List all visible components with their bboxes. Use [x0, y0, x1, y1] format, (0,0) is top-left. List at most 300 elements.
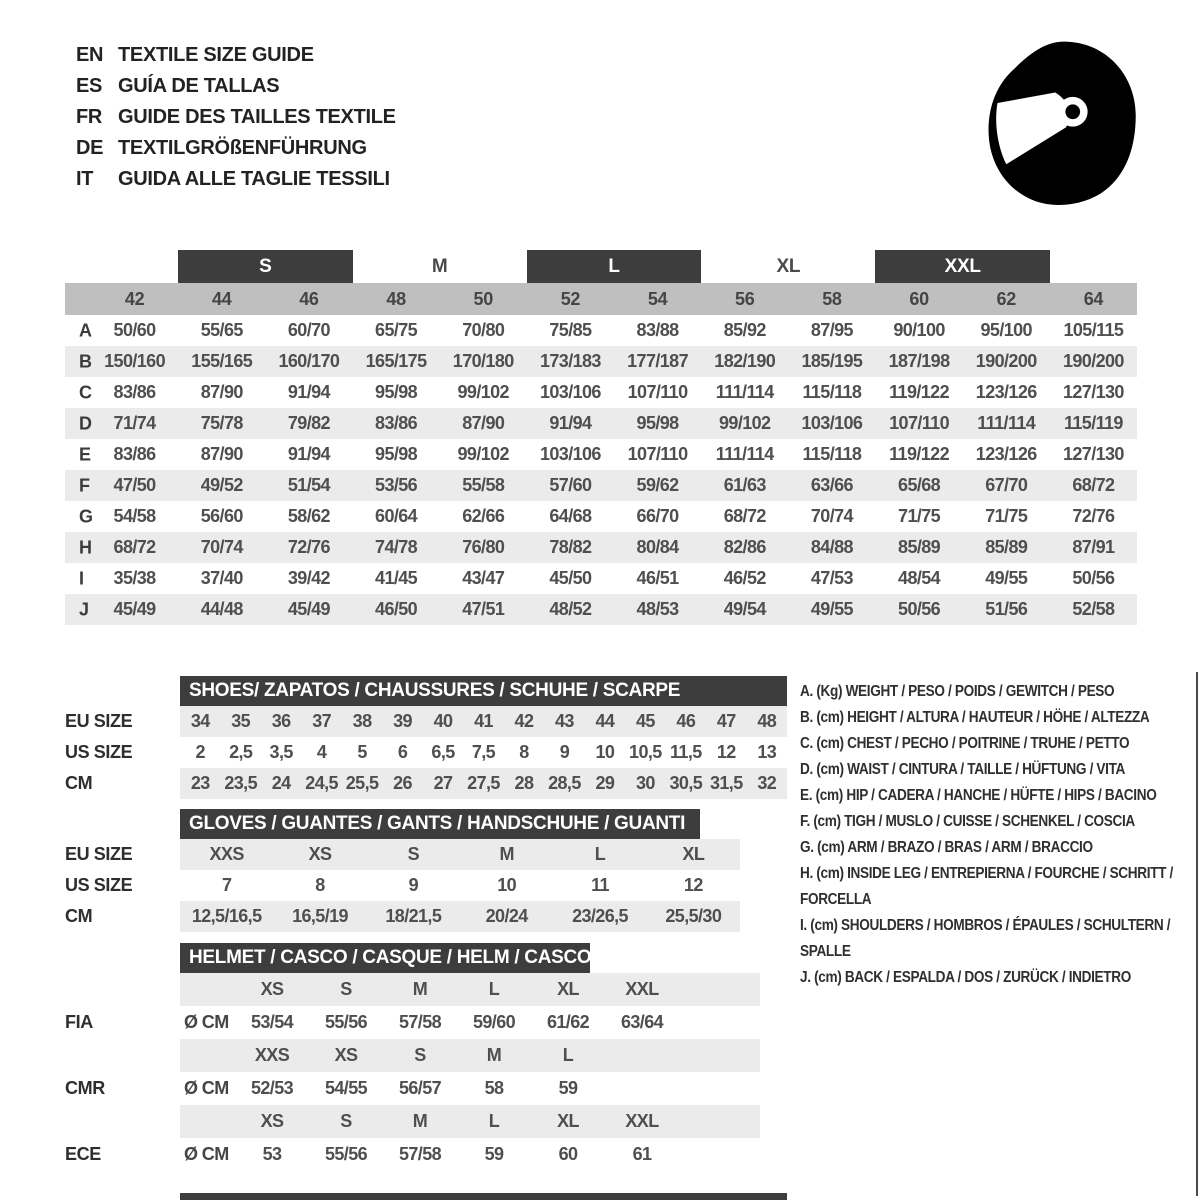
value-cell: 61 — [632, 1144, 652, 1164]
value-cell: 31,5 — [709, 773, 743, 793]
size-cell: 105/115 — [1063, 320, 1124, 340]
value-cell: 26 — [393, 773, 412, 793]
row-letter: I — [79, 568, 85, 588]
value-cell: 23/26,5 — [572, 906, 628, 926]
column-header-row — [65, 283, 1137, 315]
row-label: US SIZE — [65, 875, 133, 895]
row-values — [180, 768, 787, 799]
legend-entry: J. (cm) BACK / ESPALDA / DOS / ZURÜCK / INDIETRO — [800, 969, 1131, 986]
size-cell: S — [340, 979, 352, 999]
helmet-value-row — [65, 1006, 787, 1039]
value-cell: 9 — [559, 742, 570, 762]
standard-label: ECE — [65, 1144, 101, 1164]
value-cell: 37 — [312, 711, 332, 731]
language-row — [76, 40, 396, 71]
value-cell: 6,5 — [431, 742, 455, 762]
size-group-l: L — [527, 250, 701, 283]
row-label: US SIZE — [65, 742, 133, 762]
column-header: 64 — [1083, 288, 1104, 309]
size-cell: 50/56 — [1072, 568, 1115, 588]
row-letter: H — [79, 537, 92, 557]
value-cell: S — [407, 844, 420, 864]
size-cell: 53/56 — [375, 475, 418, 495]
size-row — [65, 439, 1137, 470]
size-cell: 52/58 — [1072, 599, 1115, 619]
size-cell: 66/70 — [636, 506, 679, 526]
table-row — [65, 737, 787, 768]
size-cell: L — [488, 1111, 500, 1131]
size-cell: 87/90 — [462, 413, 505, 433]
value-cell: 10 — [497, 875, 517, 895]
helmet-values — [180, 1072, 760, 1105]
size-cell: 61/63 — [723, 475, 766, 495]
size-cell: 71/75 — [985, 506, 1028, 526]
gloves-header: GLOVES / GUANTES / GANTS / HANDSCHUHE / GUANTI — [180, 809, 700, 839]
value-cell: 28,5 — [548, 773, 581, 793]
legend-entry: C. (cm) CHEST / PECHO / POITRINE / TRUHE / PETTO — [800, 735, 1130, 752]
size-cell: 74/78 — [375, 537, 418, 557]
gloves-table-body — [65, 839, 787, 932]
value-cell: 44 — [595, 711, 615, 731]
value-cell: 2 — [195, 742, 205, 762]
value-cell: 63/64 — [620, 1012, 664, 1032]
helmet-header-row — [65, 943, 787, 973]
value-cell: 29 — [595, 773, 615, 793]
legend-entry: A. (Kg) WEIGHT / PESO / POIDS / GEWITCH / PESO — [800, 683, 1115, 700]
row-label — [65, 1039, 180, 1072]
size-cell: 50/60 — [113, 320, 156, 340]
size-cell: 54/58 — [113, 506, 156, 526]
accessory-tables — [65, 676, 787, 1171]
size-cell: 103/106 — [539, 382, 601, 402]
size-cell: 99/102 — [457, 444, 509, 464]
value-cell: 9 — [408, 875, 419, 895]
value-cell: 53 — [262, 1144, 282, 1164]
helmet-value-row — [65, 1072, 787, 1105]
size-cell: 57/60 — [549, 475, 592, 495]
value-cell: 3,5 — [269, 742, 293, 762]
size-cell: 87/95 — [810, 320, 853, 340]
size-cell: 49/55 — [985, 568, 1028, 588]
value-cell: 11 — [591, 875, 609, 895]
size-cell: 60/70 — [287, 320, 330, 340]
size-cell: 103/106 — [539, 444, 601, 464]
row-values — [180, 737, 787, 768]
size-cell: XS — [260, 1111, 284, 1131]
column-header: 44 — [212, 288, 232, 309]
size-cell: 68/72 — [723, 506, 766, 526]
value-cell: 59 — [558, 1078, 578, 1098]
size-cell: 119/122 — [889, 444, 949, 464]
size-cell: XXL — [625, 979, 659, 999]
size-cell: 47/51 — [462, 599, 505, 619]
column-header: 56 — [735, 288, 755, 309]
value-cell: 58 — [484, 1078, 504, 1098]
value-cell: 24,5 — [305, 773, 338, 793]
language-code: ES — [76, 75, 103, 97]
size-cell: 83/86 — [375, 413, 418, 433]
value-cell: 36 — [271, 711, 291, 731]
value-cell: 60 — [558, 1144, 578, 1164]
size-cell: 150/160 — [104, 351, 166, 371]
value-cell: 53/54 — [250, 1012, 294, 1032]
size-cell: 107/110 — [889, 413, 949, 433]
helmet-size-row — [65, 1039, 787, 1072]
size-cell: 49/54 — [723, 599, 766, 619]
size-cell: M — [486, 1045, 502, 1065]
size-group-m: M — [431, 255, 448, 277]
size-cell: 127/130 — [1062, 444, 1124, 464]
legend-entry: H. (cm) INSIDE LEG / ENTREPIERNA / FOURCHE / SCHRITT / FORCELLA — [800, 865, 1173, 908]
table-row — [65, 901, 787, 932]
value-cell: 12 — [716, 742, 736, 762]
size-cell: XL — [557, 1111, 579, 1131]
size-cell: 85/92 — [723, 320, 766, 340]
size-cell: 58/62 — [287, 506, 330, 526]
size-cell: 190/200 — [975, 351, 1037, 371]
size-cell: XL — [557, 979, 579, 999]
size-cell: 111/114 — [977, 413, 1036, 433]
size-cell: 87/90 — [200, 444, 243, 464]
row-label: EU SIZE — [65, 844, 133, 864]
size-cell: 48/52 — [549, 599, 592, 619]
size-cell: 107/110 — [627, 382, 688, 402]
size-cell: M — [412, 979, 428, 999]
size-cell: 56/60 — [200, 506, 243, 526]
value-cell: XL — [682, 844, 705, 864]
value-cell: 13 — [757, 742, 777, 762]
value-cell: 61/62 — [546, 1012, 590, 1032]
value-cell: 57/58 — [398, 1144, 442, 1164]
table-row — [65, 768, 787, 799]
unit-cell: Ø CM — [184, 1144, 229, 1164]
size-row — [65, 501, 1137, 532]
size-cell: 95/98 — [375, 444, 418, 464]
value-cell: 55/56 — [324, 1144, 368, 1164]
size-cell: S — [340, 1111, 352, 1131]
size-cell: 91/94 — [549, 413, 592, 433]
size-cell: 76/80 — [462, 537, 505, 557]
legend-entry: B. (cm) HEIGHT / ALTURA / HAUTEUR / HÖHE / ALTEZZA — [800, 709, 1150, 726]
size-row — [65, 346, 1137, 377]
measurement-legend — [800, 679, 1200, 991]
size-cell: 165/175 — [365, 351, 427, 371]
size-cell: 70/74 — [810, 506, 853, 526]
size-cell: 44/48 — [200, 599, 243, 619]
size-cell: 107/110 — [627, 444, 688, 464]
value-cell: 32 — [757, 773, 777, 793]
value-cell: 16,5/19 — [292, 906, 348, 926]
size-cell: 68/72 — [113, 537, 156, 557]
value-cell: 10 — [595, 742, 615, 762]
size-cell: 46/50 — [375, 599, 418, 619]
row-values — [180, 901, 740, 932]
size-cell: 83/88 — [636, 320, 679, 340]
language-row — [76, 71, 396, 102]
value-cell: 25,5 — [345, 773, 379, 793]
table-row — [65, 870, 787, 901]
shoes-header: SHOES/ ZAPATOS / CHAUSSURES / SCHUHE / SCARPE — [180, 676, 787, 706]
size-cell: 182/190 — [714, 351, 776, 371]
row-letter: D — [79, 413, 92, 433]
value-cell: 57/58 — [398, 1012, 442, 1032]
size-cell: 87/90 — [200, 382, 243, 402]
size-cell: 41/45 — [375, 568, 418, 588]
value-cell: L — [594, 844, 606, 864]
size-cell: 90/100 — [893, 320, 945, 340]
size-cell: 123/126 — [975, 444, 1037, 464]
column-header: 62 — [996, 288, 1016, 309]
value-cell: 59/60 — [472, 1012, 516, 1032]
size-cell: 91/94 — [287, 444, 330, 464]
size-cell: 187/198 — [888, 351, 950, 371]
size-cell: 62/66 — [462, 506, 505, 526]
size-cell: 190/200 — [1062, 351, 1124, 371]
value-cell: 27,5 — [467, 773, 500, 793]
value-cell: 41 — [474, 711, 493, 731]
size-cell: 115/118 — [802, 382, 862, 402]
row-letter: J — [79, 599, 90, 619]
row-label — [65, 973, 180, 1006]
size-cell: L — [488, 979, 500, 999]
size-cell: 155/165 — [191, 351, 253, 371]
row-letter: A — [79, 320, 92, 340]
column-header: 52 — [560, 288, 581, 309]
helmet-sizes — [180, 1105, 760, 1138]
value-cell: 40 — [433, 711, 453, 731]
value-cell: 34 — [190, 711, 210, 731]
helmet-sizes — [180, 973, 760, 1006]
value-cell: 20/24 — [485, 906, 528, 926]
value-cell: M — [499, 844, 514, 864]
size-cell: M — [412, 1111, 428, 1131]
size-cell: 115/118 — [802, 444, 862, 464]
row-letter: C — [79, 382, 92, 402]
language-title: TEXTILGRÖßENFÜHRUNG — [118, 137, 367, 159]
size-cell: 67/70 — [985, 475, 1028, 495]
size-cell: 48/53 — [636, 599, 679, 619]
row-letter: E — [79, 444, 92, 464]
size-cell: 72/76 — [1072, 506, 1115, 526]
legend-entry: I. (cm) SHOULDERS / HOMBROS / ÉPAULES / SCHULTERN / SPALLE — [800, 917, 1171, 960]
size-group-s: S — [178, 250, 352, 283]
value-cell: XS — [308, 844, 332, 864]
size-cell: 45/49 — [287, 599, 330, 619]
value-cell: 30 — [635, 773, 655, 793]
size-cell: 79/82 — [287, 413, 330, 433]
column-header: 58 — [822, 288, 842, 309]
value-cell: 23,5 — [224, 773, 257, 793]
size-cell: 51/54 — [287, 475, 330, 495]
value-cell: XXS — [209, 844, 244, 864]
value-cell: 27 — [433, 773, 453, 793]
legend-entry: E. (cm) HIP / CADERA / HANCHE / HÜFTE / HIPS / BACINO — [800, 787, 1157, 804]
size-cell: 51/56 — [985, 599, 1028, 619]
value-cell: 47 — [716, 711, 736, 731]
size-cell: 75/85 — [549, 320, 592, 340]
size-cell: 60/64 — [375, 506, 418, 526]
size-cell: 170/180 — [452, 351, 514, 371]
size-cell: 103/106 — [801, 413, 863, 433]
size-cell: 99/102 — [457, 382, 509, 402]
row-label — [65, 1105, 180, 1138]
size-cell: 99/102 — [719, 413, 771, 433]
legend-entry: D. (cm) WAIST / CINTURA / TAILLE / HÜFTUNG / VITA — [800, 761, 1126, 778]
value-cell: 12,5/16,5 — [191, 906, 262, 926]
value-cell: 59 — [484, 1144, 504, 1164]
size-cell: S — [414, 1045, 426, 1065]
size-cell: 55/58 — [462, 475, 505, 495]
table-row — [65, 706, 787, 737]
size-row — [65, 377, 1137, 408]
value-cell: 12 — [683, 875, 703, 895]
language-code: IT — [76, 168, 94, 190]
size-cell: 83/86 — [113, 444, 156, 464]
size-cell: 46/52 — [723, 568, 766, 588]
unit-cell: Ø CM — [184, 1012, 229, 1032]
row-values — [180, 870, 740, 901]
value-cell: 56/57 — [398, 1078, 442, 1098]
size-cell: 91/94 — [287, 382, 330, 402]
column-header: 54 — [647, 288, 668, 309]
language-code: FR — [76, 106, 103, 128]
size-cell: XXS — [254, 1045, 290, 1065]
value-cell: 2,5 — [229, 742, 253, 762]
size-cell: 37/40 — [200, 568, 243, 588]
value-cell: 30,5 — [669, 773, 703, 793]
language-title: TEXTILE SIZE GUIDE — [118, 44, 314, 66]
cutoff-section-bar — [180, 1193, 787, 1200]
size-cell: 39/42 — [287, 568, 330, 588]
value-cell: 45 — [635, 711, 655, 731]
size-cell: 111/114 — [715, 382, 774, 402]
size-cell: XS — [334, 1045, 358, 1065]
value-cell: 46 — [676, 711, 696, 731]
size-cell: 43/47 — [462, 568, 505, 588]
language-code: EN — [76, 44, 104, 66]
value-cell: 18/21,5 — [385, 906, 442, 926]
size-cell: 45/49 — [113, 599, 156, 619]
size-cell: 71/74 — [113, 413, 156, 433]
size-cell: 65/68 — [898, 475, 941, 495]
helmet-size-row — [65, 1105, 787, 1138]
language-row — [76, 164, 396, 195]
value-cell: 48 — [757, 711, 777, 731]
size-cell: 127/130 — [1062, 382, 1124, 402]
size-cell: 80/84 — [636, 537, 679, 557]
size-cell: 48/54 — [898, 568, 941, 588]
size-row — [65, 532, 1137, 563]
row-label: EU SIZE — [65, 711, 133, 731]
value-cell: 28 — [514, 773, 534, 793]
value-cell: 42 — [514, 711, 534, 731]
helmet-sizes — [180, 1039, 760, 1072]
row-letter: F — [79, 475, 90, 495]
language-list — [76, 40, 396, 195]
size-cell: 85/89 — [898, 537, 941, 557]
size-cell: 84/88 — [810, 537, 853, 557]
size-cell: 64/68 — [549, 506, 592, 526]
size-row — [65, 594, 1137, 625]
helmet-table-body — [65, 973, 787, 1171]
language-row — [76, 102, 396, 133]
language-title: GUIDA ALLE TAGLIE TESSILI — [118, 168, 390, 190]
value-cell: 39 — [393, 711, 412, 731]
helmet-values — [180, 1138, 760, 1171]
size-cell: 115/119 — [1063, 413, 1123, 433]
size-cell: 72/76 — [287, 537, 330, 557]
value-cell: 8 — [315, 875, 325, 895]
helmet-size-row — [65, 973, 787, 1006]
language-row — [76, 133, 396, 164]
size-cell: 177/187 — [627, 351, 688, 371]
legend-entry: F. (cm) TIGH / MUSLO / CUISSE / SCHENKEL / COSCIA — [800, 813, 1135, 830]
size-cell: 35/38 — [113, 568, 156, 588]
textile-size-table — [65, 250, 1137, 625]
value-cell: 10,5 — [629, 742, 662, 762]
size-cell: 185/195 — [801, 351, 863, 371]
language-title: GUIDE DES TAILLES TEXTILE — [118, 106, 396, 128]
size-cell: 65/75 — [375, 320, 418, 340]
size-cell: 87/91 — [1072, 537, 1115, 557]
value-cell: 55/56 — [324, 1012, 368, 1032]
value-cell: 52/53 — [250, 1078, 294, 1098]
value-cell: 8 — [519, 742, 529, 762]
size-cell: 68/72 — [1072, 475, 1115, 495]
unit-cell: Ø CM — [184, 1078, 229, 1098]
size-cell: 95/100 — [980, 320, 1032, 340]
value-cell: 54/55 — [324, 1078, 368, 1098]
size-cell: 46/51 — [636, 568, 679, 588]
size-cell: 82/86 — [723, 537, 766, 557]
size-cell: 70/74 — [200, 537, 243, 557]
value-cell: 4 — [316, 742, 327, 762]
helmet-values — [180, 1006, 760, 1039]
size-cell: 83/86 — [113, 382, 156, 402]
size-cell: 49/52 — [200, 475, 243, 495]
size-cell: 173/183 — [539, 351, 601, 371]
size-cell: 75/78 — [200, 413, 243, 433]
column-header: 60 — [909, 288, 929, 309]
size-row — [65, 408, 1137, 439]
size-cell: 95/98 — [375, 382, 418, 402]
size-cell: 111/114 — [715, 444, 774, 464]
standard-label: FIA — [65, 1012, 93, 1032]
value-cell: 35 — [231, 711, 251, 731]
value-cell: 24 — [271, 773, 291, 793]
shoes-table-body — [65, 706, 787, 799]
column-header: 46 — [299, 288, 319, 309]
column-header: 42 — [124, 288, 145, 309]
shoes-header-row — [65, 676, 787, 706]
row-label: CM — [65, 906, 93, 926]
column-header: 48 — [386, 288, 406, 309]
size-cell: 123/126 — [975, 382, 1037, 402]
size-row — [65, 315, 1137, 346]
value-cell: 7,5 — [471, 742, 496, 762]
standard-label: CMR — [65, 1078, 105, 1098]
row-values — [180, 839, 740, 870]
language-title: GUÍA DE TALLAS — [118, 75, 280, 97]
value-cell: 25,5/30 — [665, 906, 722, 926]
right-edge-rule — [1196, 672, 1198, 1196]
legend-entry: G. (cm) ARM / BRAZO / BRAS / ARM / BRACCIO — [800, 839, 1093, 856]
size-cell: 160/170 — [278, 351, 340, 371]
size-cell: 49/55 — [810, 599, 853, 619]
size-cell: 47/53 — [810, 568, 853, 588]
size-cell: 55/65 — [200, 320, 243, 340]
helmet-header: HELMET / CASCO / CASQUE / HELM / CASCO — [180, 943, 590, 973]
